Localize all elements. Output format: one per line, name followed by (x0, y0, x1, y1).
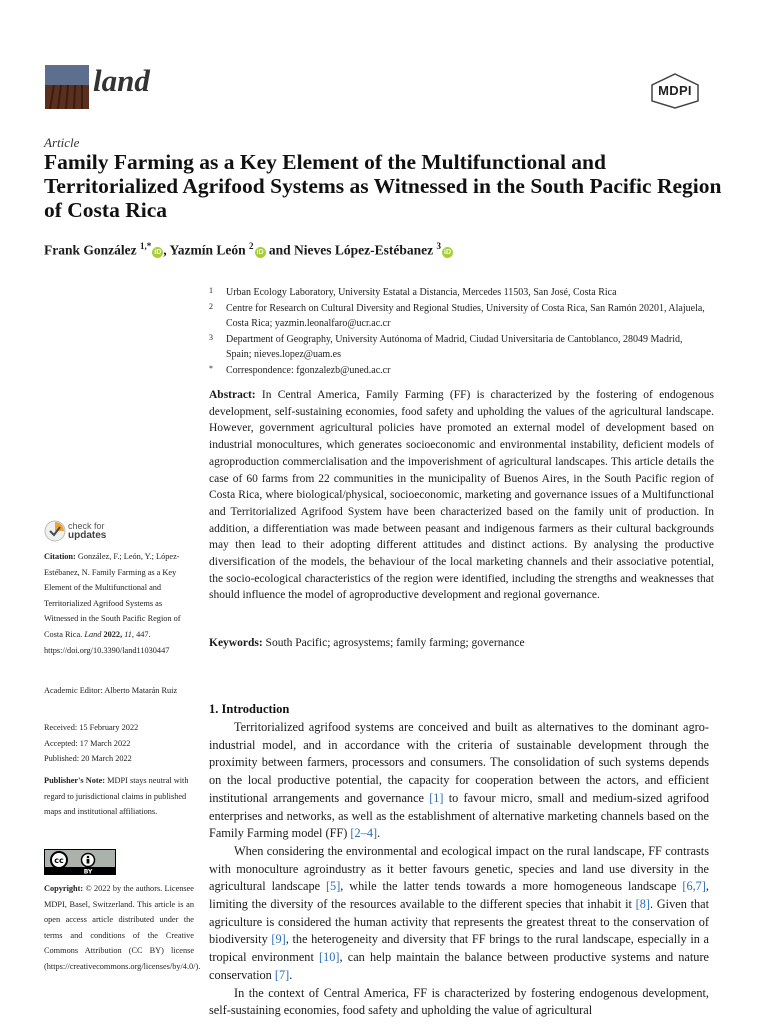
check-updates-text (68, 521, 106, 541)
affiliation-text: Urban Ecology Laboratory, University Estatal a Distancia, Mercedes 11503, San José, Costa Rica (226, 287, 617, 298)
publisher-note-text: MDPI stays neutral with regard to jurisdictional claims in published maps and institutional affiliations. (44, 776, 189, 817)
article-title: Family Farming as a Key Element of the Multifunctional and Territorialized Agrifood Systems as Witnessed in the South Pacific Region of Costa Rica (44, 150, 722, 222)
intro-text: , can help maintain the balance between productive systems and nature conservation (209, 950, 710, 982)
citation-journal: Land (84, 629, 102, 639)
citation-block (44, 549, 194, 658)
intro-text: . Given that agriculture is considered the human activity that represents the greatest threat to the conservation of biodiversity (209, 897, 710, 947)
affiliation-text: Centre for Research on Cultural Diversity and Regional Studies, University of Costa Rica, San Ramón 20201, Alajuela, Costa Rica; yazmin.leonalfaro@ucr.ac.cr (226, 302, 705, 329)
correspondence-text: Correspondence: fgonzalezb@uned.ac.cr (226, 364, 391, 376)
cc-by-label: BY (83, 868, 93, 875)
keywords-label: Keywords: (209, 637, 263, 649)
orcid-icon[interactable]: iD (444, 248, 452, 256)
intro-text: to favour micro, small and medium-sized agrifood enterprises and networks, as well as the establishment of alternative marketing channels based on the Family Farming model (FF) (209, 790, 709, 841)
affiliation-item (209, 363, 709, 379)
check-updates-line2: updates (68, 530, 107, 541)
citation-link[interactable]: [6,7] (682, 879, 706, 894)
intro-paragraph (209, 719, 709, 843)
author-list: Frank González $^{1,*}$iD , Yazmín León $^2$iD and Nieves López-Estébanez $^3$iD (44, 241, 452, 258)
author-conjunction: and (268, 242, 291, 258)
svg-text:cc: cc (54, 856, 64, 865)
journal-logo (45, 65, 89, 109)
affiliation-text: Department of Geography, University Autónoma of Madrid, Ciudad Universitaria de Cantoblanco, 28049 Madrid, Spain; nieves.lopez@uam.es (226, 333, 683, 360)
citation-link[interactable]: [1] (429, 790, 444, 805)
copyright-label: Copyright: (44, 884, 84, 893)
academic-editor: Academic Editor: Alberto Matarán Ruiz (44, 686, 178, 695)
keywords (209, 637, 714, 649)
intro-paragraph (209, 985, 709, 1020)
citation-volume: 11, (124, 629, 134, 639)
check-for-updates-badge[interactable] (44, 519, 139, 545)
affiliations (209, 285, 709, 378)
citation-link[interactable]: [5] (325, 879, 341, 894)
intro-text: . (289, 967, 293, 982)
intro-text: When considering the environmental and ecological impact on the rural landscape, FF contrasts with monoculture agroindustry as it better favours genetic, species and land use diversity in the agricultural landscape (209, 843, 709, 894)
check-updates-line1: check for (68, 521, 105, 531)
citation-doi[interactable]: 447. https://doi.org/10.3390/land11030447 (44, 629, 170, 655)
intro-text: Territorialized agrifood systems are conceived and built as alternatives to the dominant agro-industrial model, and in accordance with the criteria of sustainable development through the proximity between farmers, processors and consumers. The consolidation of such systems depends on the local productive potential, the capacity for cooperation between the actors, and efficient institutional arrangements and governance (209, 720, 709, 805)
intro-text: , limiting the diversity of the resources available to the different species that inhabit it (209, 879, 709, 912)
author-name: Frank González (44, 242, 137, 258)
author-affiliation-marker: 3 (436, 241, 442, 251)
author-affiliation-marker: 2 (249, 241, 254, 251)
article-type: Article (44, 135, 80, 150)
mdpi-logo (650, 73, 700, 109)
affiliation-number: * (209, 363, 213, 373)
citation-link[interactable]: [2–4] (350, 826, 378, 841)
published-date: Published: 20 March 2022 (44, 754, 132, 764)
abstract (209, 387, 714, 604)
accepted-date: Accepted: 17 March 2022 (44, 738, 131, 748)
received-date: Received: 15 February 2022 (44, 723, 139, 732)
orcid-icon[interactable]: iD (154, 248, 162, 256)
section-heading-introduction: 1. Introduction (209, 702, 290, 716)
intro-text: In the context of Central America, FF is characterized by fostering endogenous development, self-sustaining economies, food safety and upholding the value of agricultural (209, 985, 709, 1018)
affiliation-number: 2 (209, 301, 213, 311)
orcid-icon[interactable]: iD (256, 248, 264, 256)
intro-text: , the heterogeneity and diversity that FF brings to the rural landscape, especially in a tropical environment (209, 932, 709, 965)
journal-name: land (93, 63, 150, 98)
keywords-text: South Pacific; agrosystems; family farming; governance (265, 637, 525, 649)
publisher-note-label: Publisher's Note: (44, 776, 106, 785)
citation-link[interactable]: [8] (635, 897, 651, 912)
affiliation-number: 3 (209, 332, 213, 342)
publication-dates (44, 720, 194, 767)
author-name: Nieves López-Estébanez (294, 242, 434, 258)
affiliation-number: 1 (209, 286, 213, 295)
affiliation-item (209, 332, 709, 363)
intro-paragraph (209, 843, 709, 985)
citation-text: González, F.; León, Y.; López-Estébanez, N. Family Farming as a Key Element of the Multifunctional and Territorialized Agrifood Systems as Witnessed in the South Pacific Region of Costa Rica. (44, 552, 181, 639)
publisher-name: MDPI (658, 83, 692, 98)
intro-text: . (377, 826, 381, 841)
citation-link[interactable]: [9] (271, 932, 286, 947)
check-updates-icon (44, 520, 66, 542)
abstract-text: In Central America, Family Farming (FF) is characterized by the fostering of endogenous development, self-sustaining economies, food safety and upholding the values of the agricultural landscape. However, government agricultural policies have promoted an external model of development based on industrial monocultures, which generates socioeconomic and environmental instability, deficient models of agroproduction commercialisation and the impoverishment of agricultural landscapes. This article details the case of 60 farms from 22 communities in the municipality of Buenos Aires, in the South Pacific region of Costa Rica, where biological/physical, socioeconomic, marketing and governance issues of a Multifunctional and Territorialized Agrifood System have been characterized based on the family unit of production. In addition, a differentiation was made between peasant and indigenous farmers as their cultural backgrounds may then lead to their adopting different attitudes and distinct actions. By analysing the productive diversification of the models, the behaviour of the local marketing channels and their associative potential, the socio-ecological characteristics of the region were identified, including the strengths and weaknesses that should influence the model of agroproductive development and regional governance. (209, 389, 714, 602)
intro-text: , while the latter tends towards a more homogeneous landscape (340, 879, 683, 894)
author-name: Yazmín León (169, 242, 246, 258)
citation-label: Citation: (44, 552, 76, 561)
cc-by-license-badge[interactable] (44, 849, 116, 875)
citation-link[interactable]: [10] (319, 950, 340, 965)
publisher-note (44, 773, 194, 820)
affiliation-item (209, 301, 709, 332)
introduction-body (209, 719, 709, 1020)
citation-link[interactable]: [7] (274, 967, 290, 982)
abstract-label: Abstract: (209, 389, 256, 401)
citation-year: 2022, (103, 629, 123, 639)
affiliation-item (209, 285, 709, 301)
copyright-block (44, 881, 201, 975)
author-affiliation-marker: 1,* (140, 241, 152, 251)
copyright-text: © 2022 by the authors. Licensee MDPI, Basel, Switzerland. This article is an open access article distributed under the terms and conditions of the Creative Commons Attribution (CC BY) license (https://creativecommons.org/licenses/by/4.0/). (44, 884, 201, 971)
